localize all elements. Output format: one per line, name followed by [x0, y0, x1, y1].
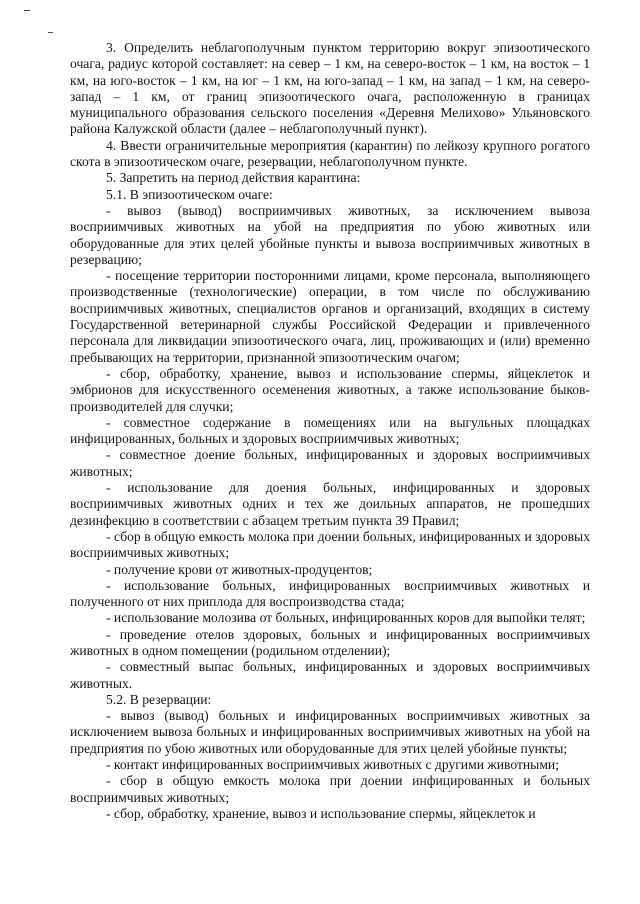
- paragraph-3: 3. Определить неблагополучным пунктом территорию вокруг эпизоотического очага, радиус которой составляет: на север – 1 км, на северо-восток – 1 км, на восток – 1 км, на юго-восток – 1 км, на юг – 1 км, на юго-запад – 1 км, на запад – 1 км, на северо-запад – 1 км, от границ эпизоотического очага, расположенную в границах муниципального образования сельского поселения «Деревня Мелихово» Ульяновского района Калужской области (далее – неблагополучный пункт).: [70, 40, 590, 137]
- list-item: - сбор, обработку, хранение, вывоз и использование спермы, яйцеклеток и: [106, 805, 536, 821]
- list-item: - использование для доения больных, инфицированных и здоровых восприимчивых животных одних и тех же доильных аппаратов, не прошедших дезинфекцию в соответствии с абзацем третьим пункта 39 Правил;: [70, 480, 590, 528]
- scan-mark: [48, 32, 53, 33]
- scan-mark: [24, 10, 30, 11]
- list-item: - совместный выпас больных, инфицированных и здоровых восприимчивых животных.: [70, 659, 590, 691]
- list-item: - совместное доение больных, инфицированных и здоровых восприимчивых животных;: [70, 447, 590, 479]
- document-page: [70, 40, 590, 822]
- list-item: - контакт инфицированных восприимчивых животных с другими животными;: [106, 757, 559, 773]
- list-item: - использование молозива от больных, инфицированных коров для выпойки телят;: [106, 610, 586, 626]
- list-item: - вывоз (вывод) восприимчивых животных, за исключением вывоза восприимчивых животных на убой на предприятия по убою животных или оборудованные для этих целей убойные пункты и вывоза восприимчивых животных в резервацию;: [70, 202, 590, 267]
- subheading-5-2: 5.2. В резервации:: [106, 691, 212, 707]
- list-item: - использование больных, инфицированных восприимчивых животных и полученного от них приплода для воспроизводства стада;: [70, 577, 590, 610]
- list-item: - проведение отелов здоровых, больных и инфицированных восприимчивых животных в одном помещении (родильном отделении);: [70, 626, 590, 658]
- subheading-5-1: 5.1. В эпизоотическом очаге:: [106, 186, 273, 202]
- list-item: - вывоз (вывод) больных и инфицированных восприимчивых животных за исключением вывоза больных и инфицированных восприимчивых животных на убой на предприятия по убою животных или оборудованные для этих целей убойные пункты;: [70, 708, 590, 756]
- list-item: - сбор в общую емкость молока при доении больных, инфицированных и здоровых восприимчивых животных;: [70, 528, 590, 561]
- paragraph-5: 5. Запретить на период действия карантина:: [106, 170, 361, 186]
- list-item: - получение крови от животных-продуцентов;: [106, 561, 373, 577]
- list-item: - посещение территории посторонними лицами, кроме персонала, выполняющего производственные (технологические) операции, в том числе по обслуживанию восприимчивых животных, специалистов органов и организаций, входящих в систему Государственной ветеринарной службы Российской Федерации и привлеченного персонала для ликвидации эпизоотического очага, лиц, проживающих и (или) временно пребывающих на территории, признанной эпизоотическим очагом;: [70, 268, 590, 365]
- list-item: - сбор, обработку, хранение, вывоз и использование спермы, яйцеклеток и эмбрионов для искусственного осеменения животных, а также использование быков-производителей для случки;: [70, 365, 590, 414]
- list-item: - совместное содержание в помещениях или на выгульных площадках инфицированных, больных и здоровых восприимчивых животных;: [70, 414, 590, 447]
- list-item: - сбор в общую емкость молока при доении инфицированных и больных восприимчивых животных;: [70, 773, 590, 805]
- paragraph-4: 4. Ввести ограничительные мероприятия (карантин) по лейкозу крупного рогатого скота в эпизоотическом очаге, резервации, неблагополучном пункте.: [70, 137, 590, 170]
